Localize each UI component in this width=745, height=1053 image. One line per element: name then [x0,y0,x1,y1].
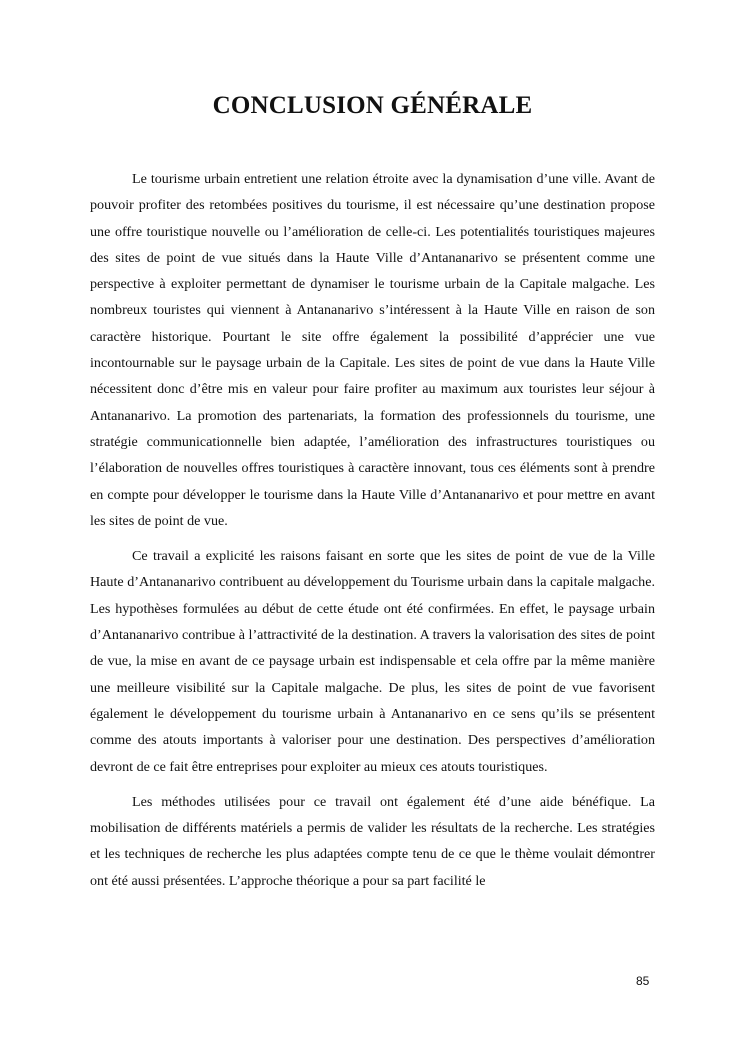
page-title: CONCLUSION GÉNÉRALE [212,92,533,119]
paragraph-3: Les méthodes utilisées pour ce travail ont également été d’une aide bénéfique. La mobilisation de différents matériels a permis de valider les résultats de la recherche. Les stratégies et les techniques de recherche les plus adaptées compte tenu de ce que le thème voulait démontrer ont été aussi présentées. L’approche théorique a pour sa part facilité le [90,793,655,889]
paragraph-1: Le tourisme urbain entretient une relation étroite avec la dynamisation d’une ville. Avant de pouvoir profiter des retombées positives du tourisme, il est nécessaire qu’une destination propose une offre touristique nouvelle ou l’amélioration de celle-ci. Les potentialités touristiques majeures des sites de point de vue situés dans la Haute Ville d’Antananarivo se présentent comme une perspective à exploiter permettant de dynamiser le tourisme urbain de la Capitale malgache. Les nombreux touristes qui viennent à Antananarivo s’intéressent à la Haute Ville en raison de son caractère historique. Pourtant le site offre également la possibilité d’apprécier une vue incontournable sur le paysage urbain de la Capitale. Les sites de point de vue dans la Haute Ville nécessitent donc d’être mis en valeur pour faire profiter au maximum aux touristes leur séjour à Antananarivo. La promotion des partenariats, la formation des professionnels du tourisme, une stratégie communicationnelle bien adaptée, l’amélioration des infrastructures touristiques ou l’élaboration de nouvelles offres touristiques à caractère innovant, tous ces éléments sont à prendre en compte pour développer le tourisme dans la Haute Ville d’Antananarivo et pour mettre en avant les sites de point de vue. [90,171,655,529]
document-body [90,166,655,903]
paragraph-2: Ce travail a explicité les raisons faisant en sorte que les sites de point de vue de la Ville Haute d’Antananarivo contribuent au développement du Tourisme urbain dans la capitale malgache. Les hypothèses formulées au début de cette étude ont été confirmées. En effet, le paysage urbain d’Antananarivo contribue à l’attractivité de la destination. A travers la valorisation des sites de point de vue, la mise en avant de ce paysage urbain est indispensable et cela offre par la même manière une meilleure visibilité sur la Capitale malgache. De plus, les sites de point de vue favorisent également le développement du tourisme urbain à Antananarivo en ce sens qu’ils se présentent comme des atouts importants à valoriser pour une destination. Des perspectives d’amélioration devront de ce fait être entreprises pour exploiter au mieux ces atouts touristiques. [90,548,655,775]
page-number: 85 [636,974,650,988]
